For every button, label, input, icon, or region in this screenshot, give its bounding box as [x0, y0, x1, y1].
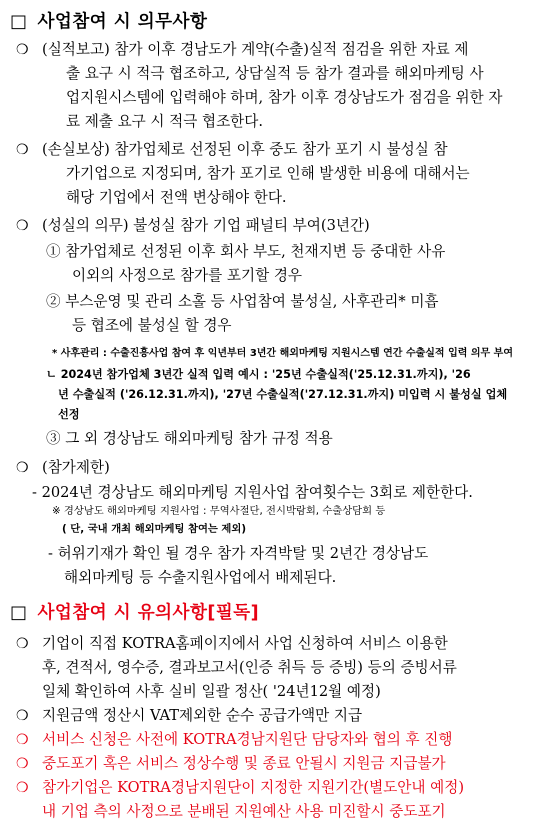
s1-item1-line1: (실적보고) 참가 이후 경남도가 계약(수출)실적 점검을 위한 자료 제 [42, 41, 469, 58]
s1-item3: (성실의 의무) 불성실 참가 기업 패널티 부여(3년간) [42, 217, 370, 234]
s1-note-aftercare: * 사후관리 : 수출진흥사업 참여 후 익년부터 3년간 해외마케팅 지원시스템 연간 수출실적 입력 의무 부여 [52, 348, 513, 359]
bullet-icon: ❍ [16, 708, 29, 724]
bullet-icon: ❍ [16, 142, 29, 158]
s1-item2-line2: 가기업으로 지정되며, 참가 포기로 인해 발생한 비용에 대해서는 [66, 165, 470, 182]
s2-item1-line1: 기업이 직접 KOTRA홈페이지에서 사업 신청하여 서비스 이용한 [42, 635, 448, 652]
s2-item3: 서비스 신청은 사전에 KOTRA경남지원단 담당자와 협의 후 진행 [42, 731, 453, 748]
section2-heading [10, 599, 259, 624]
s2-item1-line2: 후, 견적서, 영수증, 결과보고서(인증 취득 등 증빙) 등의 증빙서류 [42, 659, 457, 676]
bullet-icon: ❍ [16, 636, 29, 652]
s1-note-exclusion: ( 단, 국내 개최 해외마케팅 참여는 제외) [62, 523, 247, 535]
s1-note-example-line3: 선정 [58, 408, 80, 421]
s1-sub1-line1: ① 참가업체로 선정된 이후 회사 부도, 천재지변 등 중대한 사유 [46, 243, 446, 260]
s1-item1-line3: 업지원시스템에 입력해야 하며, 참가 이후 경상남도가 점검을 위한 자 [66, 89, 503, 106]
section1-heading [10, 8, 207, 33]
section1-checkbox-icon: □ [10, 11, 28, 32]
bullet-icon: ❍ [16, 460, 29, 476]
s1-item4: (참가제한) [42, 459, 110, 476]
bullet-icon: ❍ [16, 732, 29, 748]
s1-note-program: ※ 경상남도 해외마케팅 지원사업 : 무역사절단, 전시박람회, 수출상담회 등 [52, 505, 386, 517]
s1-sub1-line2: 이외의 사정으로 참가를 포기할 경우 [72, 267, 303, 284]
s1-sub2-line1: ② 부스운영 및 관리 소홀 등 사업참여 불성실, 사후관리* 미흡 [46, 293, 439, 310]
s2-item5-line1: 참가기업은 KOTRA경남지원단이 지정한 지원기간(별도안내 예정) [42, 779, 465, 796]
s1-item1-line4: 료 제출 요구 시 적극 협조한다. [66, 113, 264, 130]
s1-dash2-line1: - 허위기재가 확인 될 경우 참가 자격박탈 및 2년간 경상남도 [48, 545, 429, 562]
s1-sub2-line2: 등 협조에 불성실 할 경우 [72, 317, 232, 334]
s1-note-example-line1: ㄴ 2024년 참가업체 3년간 실적 입력 예시 : '25년 수출실적('25.12.31.까지), '26 [46, 368, 471, 381]
s1-item2-line3: 해당 기업에서 전액 변상해야 한다. [66, 189, 287, 206]
s2-item2: 지원금액 정산시 VAT제외한 순수 공급가액만 지급 [42, 707, 363, 724]
s1-item2-line1: (손실보상) 참가업체로 선정된 이후 중도 참가 포기 시 불성실 참 [42, 141, 448, 158]
bullet-icon: ❍ [16, 42, 29, 58]
bullet-icon: ❍ [16, 756, 29, 772]
s1-item1-line2: 출 요구 시 적극 협조하고, 상담실적 등 참가 결과를 해외마케팅 사 [66, 65, 484, 82]
s1-sub3: ③ 그 외 경상남도 해외마케팅 참가 규정 적용 [46, 430, 333, 447]
bullet-icon: ❍ [16, 218, 29, 234]
s2-item4: 중도포기 혹은 서비스 정상수행 및 종료 안될시 지원금 지급불가 [42, 755, 446, 772]
s1-dash1: - 2024년 경상남도 해외마케팅 지원사업 참여횟수는 3회로 제한한다. [32, 484, 473, 501]
s1-note-example-line2: 년 수출실적 ('26.12.31.까지), '27년 수출실적('27.12.31.까지) 미입력 시 불성실 업체 [58, 388, 508, 401]
s1-dash2-line2: 해외마케팅 등 수출지원사업에서 배제된다. [64, 569, 337, 586]
section2-checkbox-icon: □ [10, 602, 28, 623]
s2-item5-line2: 내 기업 측의 사정으로 분배된 지원예산 사용 미진할시 중도포기 [42, 803, 446, 820]
section1-title: 사업참여 시 의무사항 [37, 12, 208, 32]
section2-title: 사업참여 시 유의사항[필독] [37, 603, 260, 623]
bullet-icon: ❍ [16, 780, 29, 796]
s2-item1-line3: 일체 확인하여 사후 실비 일괄 정산( '24년12월 예정) [42, 683, 381, 700]
